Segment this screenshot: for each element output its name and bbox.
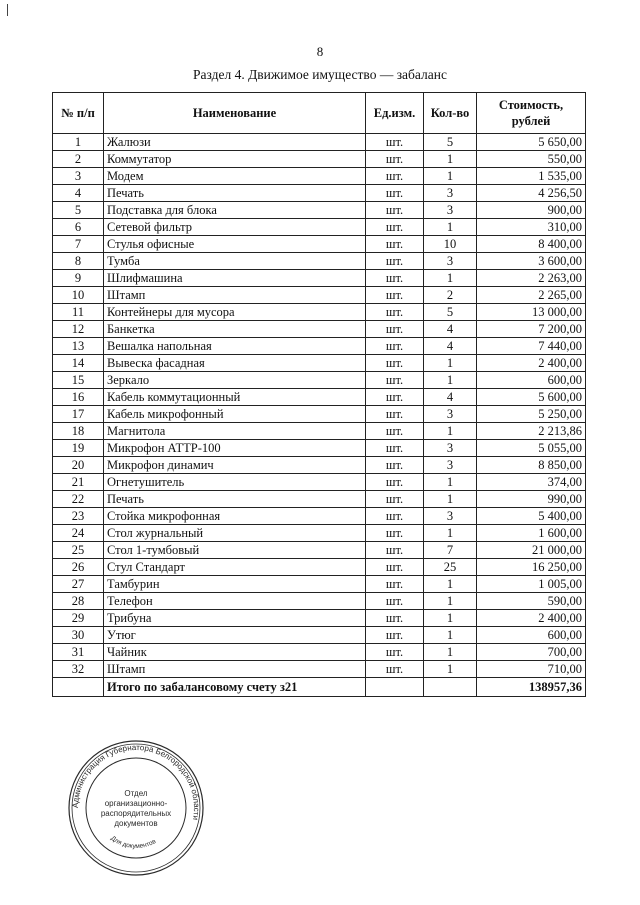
row-name: Шлифмашина xyxy=(104,270,366,287)
row-name: Печать xyxy=(104,491,366,508)
row-quantity: 1 xyxy=(424,610,477,627)
row-name: Сетевой фильтр xyxy=(104,219,366,236)
row-quantity: 1 xyxy=(424,627,477,644)
row-unit: шт. xyxy=(366,508,424,525)
row-number: 22 xyxy=(53,491,104,508)
table-row xyxy=(53,491,586,508)
row-cost: 5 600,00 xyxy=(477,389,586,406)
row-number: 16 xyxy=(53,389,104,406)
header-cost-line2: рублей xyxy=(511,114,551,128)
page-number: 8 xyxy=(316,44,324,59)
row-name: Штамп xyxy=(104,661,366,678)
row-number: 31 xyxy=(53,644,104,661)
row-number: 25 xyxy=(53,542,104,559)
row-unit: шт. xyxy=(366,423,424,440)
row-name: Печать xyxy=(104,185,366,202)
row-unit: шт. xyxy=(366,661,424,678)
row-name: Жалюзи xyxy=(104,134,366,151)
row-quantity: 1 xyxy=(424,474,477,491)
row-quantity: 1 xyxy=(424,661,477,678)
row-quantity: 1 xyxy=(424,593,477,610)
row-unit: шт. xyxy=(366,593,424,610)
row-number: 3 xyxy=(53,168,104,185)
row-cost: 2 263,00 xyxy=(477,270,586,287)
row-number: 26 xyxy=(53,559,104,576)
row-quantity: 3 xyxy=(424,508,477,525)
row-cost: 3 600,00 xyxy=(477,253,586,270)
row-cost: 5 650,00 xyxy=(477,134,586,151)
stamp-rings xyxy=(69,741,203,875)
row-unit: шт. xyxy=(366,389,424,406)
row-number: 1 xyxy=(53,134,104,151)
row-cost: 600,00 xyxy=(477,627,586,644)
row-unit: шт. xyxy=(366,576,424,593)
row-cost: 700,00 xyxy=(477,644,586,661)
table-row xyxy=(53,559,586,576)
row-name: Стул Стандарт xyxy=(104,559,366,576)
row-name: Стойка микрофонная xyxy=(104,508,366,525)
row-cost: 7 440,00 xyxy=(477,338,586,355)
row-name: Коммутатор xyxy=(104,151,366,168)
row-name: Зеркало xyxy=(104,372,366,389)
row-number: 2 xyxy=(53,151,104,168)
row-number: 6 xyxy=(53,219,104,236)
total-row xyxy=(53,678,586,697)
row-cost: 1 600,00 xyxy=(477,525,586,542)
table-row xyxy=(53,457,586,474)
row-number: 21 xyxy=(53,474,104,491)
row-cost: 5 055,00 xyxy=(477,440,586,457)
row-number: 29 xyxy=(53,610,104,627)
row-number: 8 xyxy=(53,253,104,270)
row-name: Контейнеры для мусора xyxy=(104,304,366,321)
total-empty-cell xyxy=(424,678,477,697)
table-row xyxy=(53,253,586,270)
row-name: Вешалка напольная xyxy=(104,338,366,355)
row-cost: 550,00 xyxy=(477,151,586,168)
row-number: 14 xyxy=(53,355,104,372)
total-value: 138957,36 xyxy=(477,678,586,697)
table-row xyxy=(53,644,586,661)
row-unit: шт. xyxy=(366,202,424,219)
row-quantity: 1 xyxy=(424,219,477,236)
total-empty-cell xyxy=(366,678,424,697)
stamp-outer-text: Администрация Губернатора Белгородской области xyxy=(70,742,202,821)
table-row xyxy=(53,338,586,355)
row-name: Утюг xyxy=(104,627,366,644)
table-row xyxy=(53,593,586,610)
row-number: 17 xyxy=(53,406,104,423)
row-quantity: 3 xyxy=(424,440,477,457)
row-name: Огнетушитель xyxy=(104,474,366,491)
row-name: Кабель коммутационный xyxy=(104,389,366,406)
row-cost: 16 250,00 xyxy=(477,559,586,576)
row-name: Телефон xyxy=(104,593,366,610)
row-cost: 7 200,00 xyxy=(477,321,586,338)
row-number: 4 xyxy=(53,185,104,202)
row-name: Стулья офисные xyxy=(104,236,366,253)
row-unit: шт. xyxy=(366,287,424,304)
row-quantity: 3 xyxy=(424,202,477,219)
table-row xyxy=(53,219,586,236)
row-cost: 2 213,86 xyxy=(477,423,586,440)
row-unit: шт. xyxy=(366,253,424,270)
row-quantity: 25 xyxy=(424,559,477,576)
row-number: 20 xyxy=(53,457,104,474)
row-number: 9 xyxy=(53,270,104,287)
row-name: Банкетка xyxy=(104,321,366,338)
row-quantity: 5 xyxy=(424,304,477,321)
row-unit: шт. xyxy=(366,321,424,338)
row-name: Магнитола xyxy=(104,423,366,440)
row-number: 27 xyxy=(53,576,104,593)
row-quantity: 1 xyxy=(424,491,477,508)
header-qty: Кол-во xyxy=(424,93,477,134)
row-number: 23 xyxy=(53,508,104,525)
row-unit: шт. xyxy=(366,372,424,389)
row-quantity: 7 xyxy=(424,542,477,559)
table-row xyxy=(53,185,586,202)
row-quantity: 1 xyxy=(424,270,477,287)
inventory-table xyxy=(52,92,586,697)
row-name: Кабель микрофонный xyxy=(104,406,366,423)
total-label: Итого по забалансовому счету з21 xyxy=(104,678,366,697)
row-quantity: 2 xyxy=(424,287,477,304)
table-row xyxy=(53,406,586,423)
row-unit: шт. xyxy=(366,491,424,508)
table-row xyxy=(53,423,586,440)
table-row xyxy=(53,202,586,219)
table-header-row xyxy=(53,93,586,134)
row-unit: шт. xyxy=(366,525,424,542)
table-row xyxy=(53,321,586,338)
row-name: Штамп xyxy=(104,287,366,304)
row-number: 24 xyxy=(53,525,104,542)
header-unit: Ед.изм. xyxy=(366,93,424,134)
row-unit: шт. xyxy=(366,559,424,576)
row-number: 28 xyxy=(53,593,104,610)
row-quantity: 10 xyxy=(424,236,477,253)
row-number: 12 xyxy=(53,321,104,338)
table-row xyxy=(53,355,586,372)
row-name: Стол 1-тумбовый xyxy=(104,542,366,559)
row-cost: 5 400,00 xyxy=(477,508,586,525)
table-row xyxy=(53,304,586,321)
table-row xyxy=(53,134,586,151)
stamp-center-text: Отдел организационно-распорядительных документов xyxy=(100,789,172,828)
row-quantity: 1 xyxy=(424,355,477,372)
table-row xyxy=(53,168,586,185)
row-number: 19 xyxy=(53,440,104,457)
table-row xyxy=(53,287,586,304)
table-row xyxy=(53,389,586,406)
table-row xyxy=(53,576,586,593)
row-cost: 990,00 xyxy=(477,491,586,508)
table-row xyxy=(53,474,586,491)
row-number: 18 xyxy=(53,423,104,440)
table-row xyxy=(53,372,586,389)
row-unit: шт. xyxy=(366,168,424,185)
row-number: 11 xyxy=(53,304,104,321)
row-quantity: 3 xyxy=(424,457,477,474)
row-unit: шт. xyxy=(366,304,424,321)
row-cost: 8 850,00 xyxy=(477,457,586,474)
header-num: № п/п xyxy=(53,93,104,134)
row-cost: 600,00 xyxy=(477,372,586,389)
stamp-inner-text: Для документов xyxy=(109,834,158,851)
table-row xyxy=(53,661,586,678)
row-unit: шт. xyxy=(366,236,424,253)
row-number: 5 xyxy=(53,202,104,219)
row-unit: шт. xyxy=(366,270,424,287)
row-name: Микрофон динамич xyxy=(104,457,366,474)
row-quantity: 3 xyxy=(424,406,477,423)
row-cost: 900,00 xyxy=(477,202,586,219)
row-name: Стол журнальный xyxy=(104,525,366,542)
row-unit: шт. xyxy=(366,219,424,236)
row-name: Микрофон АТТР-100 xyxy=(104,440,366,457)
table-row xyxy=(53,525,586,542)
row-unit: шт. xyxy=(366,627,424,644)
row-quantity: 1 xyxy=(424,644,477,661)
row-name: Тумба xyxy=(104,253,366,270)
row-unit: шт. xyxy=(366,151,424,168)
header-cost xyxy=(477,93,586,134)
row-cost: 590,00 xyxy=(477,593,586,610)
row-name: Вывеска фасадная xyxy=(104,355,366,372)
table-row xyxy=(53,508,586,525)
row-cost: 2 265,00 xyxy=(477,287,586,304)
row-number: 30 xyxy=(53,627,104,644)
row-cost: 5 250,00 xyxy=(477,406,586,423)
row-quantity: 4 xyxy=(424,338,477,355)
row-name: Трибуна xyxy=(104,610,366,627)
row-unit: шт. xyxy=(366,185,424,202)
header-cost-line1: Стоимость, xyxy=(498,98,564,112)
row-quantity: 1 xyxy=(424,168,477,185)
row-unit: шт. xyxy=(366,474,424,491)
row-quantity: 1 xyxy=(424,372,477,389)
table-row xyxy=(53,151,586,168)
row-number: 7 xyxy=(53,236,104,253)
row-quantity: 4 xyxy=(424,321,477,338)
margin-mark xyxy=(7,4,8,16)
row-number: 15 xyxy=(53,372,104,389)
row-number: 10 xyxy=(53,287,104,304)
row-unit: шт. xyxy=(366,457,424,474)
row-cost: 2 400,00 xyxy=(477,355,586,372)
row-cost: 4 256,50 xyxy=(477,185,586,202)
row-unit: шт. xyxy=(366,440,424,457)
row-cost: 8 400,00 xyxy=(477,236,586,253)
row-name: Модем xyxy=(104,168,366,185)
row-name: Чайник xyxy=(104,644,366,661)
table-row xyxy=(53,542,586,559)
section-title: Раздел 4. Движимое имущество — забаланс xyxy=(193,67,447,82)
row-cost: 1 005,00 xyxy=(477,576,586,593)
row-unit: шт. xyxy=(366,134,424,151)
row-cost: 374,00 xyxy=(477,474,586,491)
row-number: 32 xyxy=(53,661,104,678)
row-quantity: 1 xyxy=(424,525,477,542)
table-row xyxy=(53,236,586,253)
table-row xyxy=(53,610,586,627)
row-quantity: 4 xyxy=(424,389,477,406)
row-number: 13 xyxy=(53,338,104,355)
row-quantity: 3 xyxy=(424,185,477,202)
row-quantity: 1 xyxy=(424,151,477,168)
row-unit: шт. xyxy=(366,610,424,627)
row-quantity: 1 xyxy=(424,423,477,440)
row-quantity: 5 xyxy=(424,134,477,151)
row-name: Тамбурин xyxy=(104,576,366,593)
row-unit: шт. xyxy=(366,542,424,559)
total-empty-cell xyxy=(53,678,104,697)
table-row xyxy=(53,627,586,644)
row-cost: 13 000,00 xyxy=(477,304,586,321)
row-name: Подставка для блока xyxy=(104,202,366,219)
table-row xyxy=(53,440,586,457)
row-unit: шт. xyxy=(366,355,424,372)
row-unit: шт. xyxy=(366,644,424,661)
row-quantity: 3 xyxy=(424,253,477,270)
row-cost: 310,00 xyxy=(477,219,586,236)
row-cost: 21 000,00 xyxy=(477,542,586,559)
row-cost: 710,00 xyxy=(477,661,586,678)
official-stamp xyxy=(66,738,206,878)
table-row xyxy=(53,270,586,287)
row-cost: 2 400,00 xyxy=(477,610,586,627)
row-unit: шт. xyxy=(366,406,424,423)
row-unit: шт. xyxy=(366,338,424,355)
row-quantity: 1 xyxy=(424,576,477,593)
header-name: Наименование xyxy=(104,93,366,134)
row-cost: 1 535,00 xyxy=(477,168,586,185)
